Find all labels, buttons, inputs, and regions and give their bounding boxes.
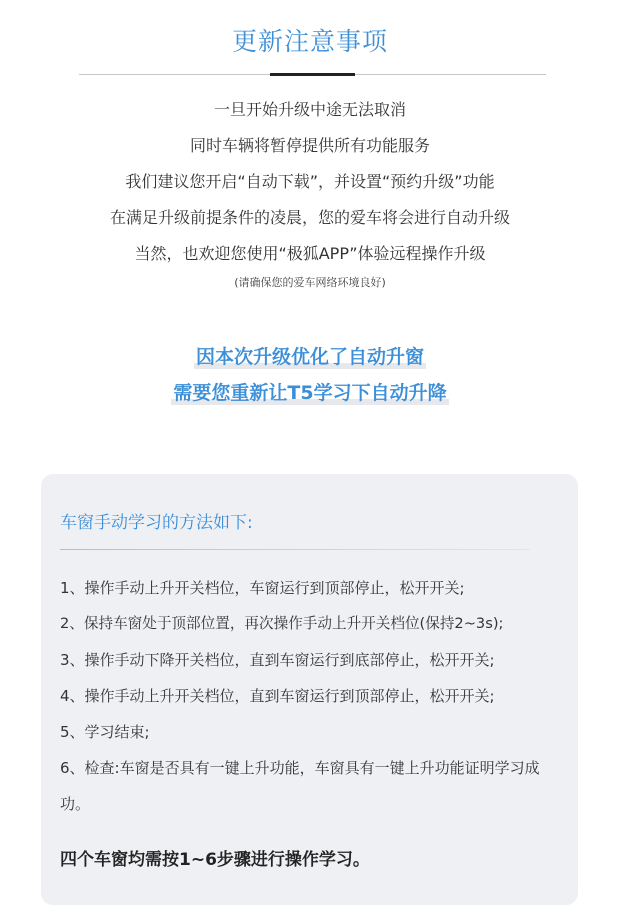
card-title: 车窗手动学习的方法如下: [60,513,253,533]
divider-accent [270,73,355,76]
highlight-line [0,342,620,369]
network-note: (请确保您的爱车网络环境良好) [234,276,386,289]
note-line: 我们建议您开启“自动下载”，并设置“预约升级”功能 [125,172,495,191]
note-line: 一旦开始升级中途无法取消 [213,100,406,119]
highlight-text: 因本次升级优化了自动升窗 [194,342,426,369]
note-line: 当然，也欢迎您使用“极狐APP”体验远程操作升级 [134,244,486,263]
step-item: 2、保持车窗处于顶部位置，再次操作手动上升开关档位(保持2~3s); [60,615,504,632]
note-line: 同时车辆将暂停提供所有功能服务 [189,136,430,155]
card-divider [60,549,530,550]
step-list [60,570,560,822]
learning-method-card [41,474,578,905]
step-item: 5、学习结束; [60,723,150,741]
step-item: 3、操作手动下降开关档位，直到车窗运行到底部停止，松开开关; [60,651,495,669]
step-item: 4、操作手动上升开关档位，直到车窗运行到顶部停止，松开开关; [60,687,495,705]
page-title: 更新注意事项 [231,27,388,56]
footer-note: 四个车窗均需按1~6步骤进行操作学习。 [60,850,370,870]
step-item: 1、操作手动上升开关档位，车窗运行到顶部停止，松开开关; [60,579,465,597]
step-item: 6、检查:车窗是否具有一键上升功能，车窗具有一键上升功能证明学习成功。 [60,759,540,813]
note-line: 在满足升级前提条件的凌晨，您的爱车将会进行自动升级 [109,208,510,227]
highlight-text: 需要您重新让T5学习下自动升降 [171,378,448,405]
update-notes [0,92,620,272]
highlight-line [0,378,620,405]
